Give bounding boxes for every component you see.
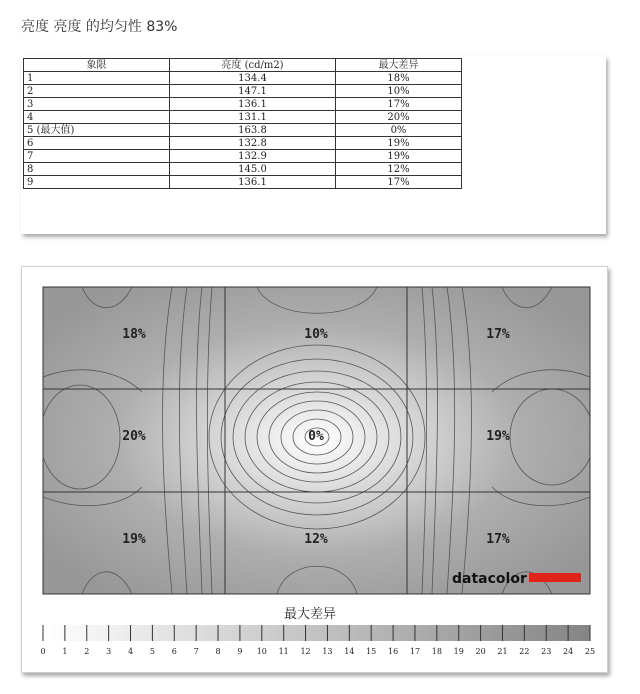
cell-quadrant: 3	[24, 98, 170, 111]
legend-tick-label: 9	[237, 647, 243, 656]
cell-value-label: 19%	[122, 532, 146, 547]
cell-value-label: 12%	[304, 532, 328, 547]
legend-tick-label: 15	[366, 647, 377, 656]
legend-tick-label: 19	[453, 647, 464, 656]
table-row	[24, 72, 462, 85]
cell-luminance: 145.0	[170, 163, 336, 176]
cell-quadrant: 7	[24, 150, 170, 163]
header-quadrant: 象限	[24, 59, 170, 72]
legend-tick-label: 20	[475, 647, 486, 656]
cell-max-diff: 20%	[336, 111, 462, 124]
cell-luminance: 131.1	[170, 111, 336, 124]
legend-tick-label: 11	[278, 647, 289, 656]
cell-quadrant: 2	[24, 85, 170, 98]
uniformity-chart	[22, 267, 607, 672]
cell-luminance: 136.1	[170, 98, 336, 111]
legend-tick-label: 10	[256, 647, 267, 656]
cell-max-diff: 17%	[336, 176, 462, 189]
cell-quadrant: 1	[24, 72, 170, 85]
cell-luminance: 163.8	[170, 124, 336, 137]
legend-tick-label: 17	[409, 647, 421, 656]
cell-value-label: 0%	[308, 429, 324, 444]
cell-luminance: 136.1	[170, 176, 336, 189]
quadrant-table-card	[21, 56, 606, 234]
cell-luminance: 132.9	[170, 150, 336, 163]
legend-tick-label: 21	[497, 647, 508, 656]
legend-title: 最大差异	[283, 607, 337, 622]
cell-value-label: 17%	[486, 327, 510, 342]
legend-tick-label: 24	[563, 647, 574, 656]
legend-tick-label: 0	[40, 647, 46, 656]
uniformity-chart-card	[21, 266, 608, 673]
cell-max-diff: 19%	[336, 150, 462, 163]
cell-quadrant: 4	[24, 111, 170, 124]
legend-tick-label: 6	[171, 647, 177, 656]
table-row	[24, 124, 462, 137]
header-luminance: 亮度 (cd/m2)	[170, 59, 336, 72]
header-max-diff: 最大差异	[336, 59, 462, 72]
cell-quadrant: 8	[24, 163, 170, 176]
cell-max-diff: 0%	[336, 124, 462, 137]
legend-tick-label: 13	[322, 647, 333, 656]
legend-tick-label: 12	[300, 647, 311, 656]
legend-tick-label: 2	[84, 647, 90, 656]
legend-tick-label: 3	[106, 647, 112, 656]
cell-quadrant: 6	[24, 137, 170, 150]
legend-tick-label: 8	[215, 647, 221, 656]
cell-quadrant: 9	[24, 176, 170, 189]
datacolor-logo: datacolor	[452, 571, 527, 587]
table-row	[24, 98, 462, 111]
cell-max-diff: 10%	[336, 85, 462, 98]
legend-tick-label: 1	[62, 647, 68, 656]
cell-value-label: 19%	[486, 429, 510, 444]
table-row	[24, 85, 462, 98]
table-row	[24, 163, 462, 176]
legend-tick-label: 25	[584, 647, 596, 656]
table-row	[24, 150, 462, 163]
legend-tick-label: 5	[149, 647, 155, 656]
cell-quadrant: 5 (最大值)	[24, 124, 170, 137]
legend-gradient-bar	[43, 625, 590, 641]
legend-tick-label: 16	[387, 647, 399, 656]
quadrant-table	[23, 58, 462, 189]
cell-value-label: 18%	[122, 327, 146, 342]
cell-max-diff: 18%	[336, 72, 462, 85]
legend-tick-label: 14	[344, 647, 355, 656]
cell-luminance: 132.8	[170, 137, 336, 150]
cell-max-diff: 12%	[336, 163, 462, 176]
cell-max-diff: 19%	[336, 137, 462, 150]
legend-tick-label: 4	[127, 647, 134, 656]
page-title: 亮度 亮度 的均匀性 83%	[21, 19, 178, 35]
cell-luminance: 147.1	[170, 85, 336, 98]
table-row	[24, 137, 462, 150]
legend-tick-label: 22	[519, 647, 530, 656]
cell-value-label: 10%	[304, 327, 328, 342]
legend-tick-label: 7	[193, 647, 199, 656]
table-header-row	[24, 59, 462, 72]
legend-tick-label: 18	[431, 647, 442, 656]
table-row	[24, 176, 462, 189]
datacolor-logo-bar	[529, 573, 581, 582]
cell-value-label: 17%	[486, 532, 510, 547]
legend-tick-label: 23	[541, 647, 552, 656]
cell-max-diff: 17%	[336, 98, 462, 111]
cell-luminance: 134.4	[170, 72, 336, 85]
table-row	[24, 111, 462, 124]
cell-value-label: 20%	[122, 429, 146, 444]
